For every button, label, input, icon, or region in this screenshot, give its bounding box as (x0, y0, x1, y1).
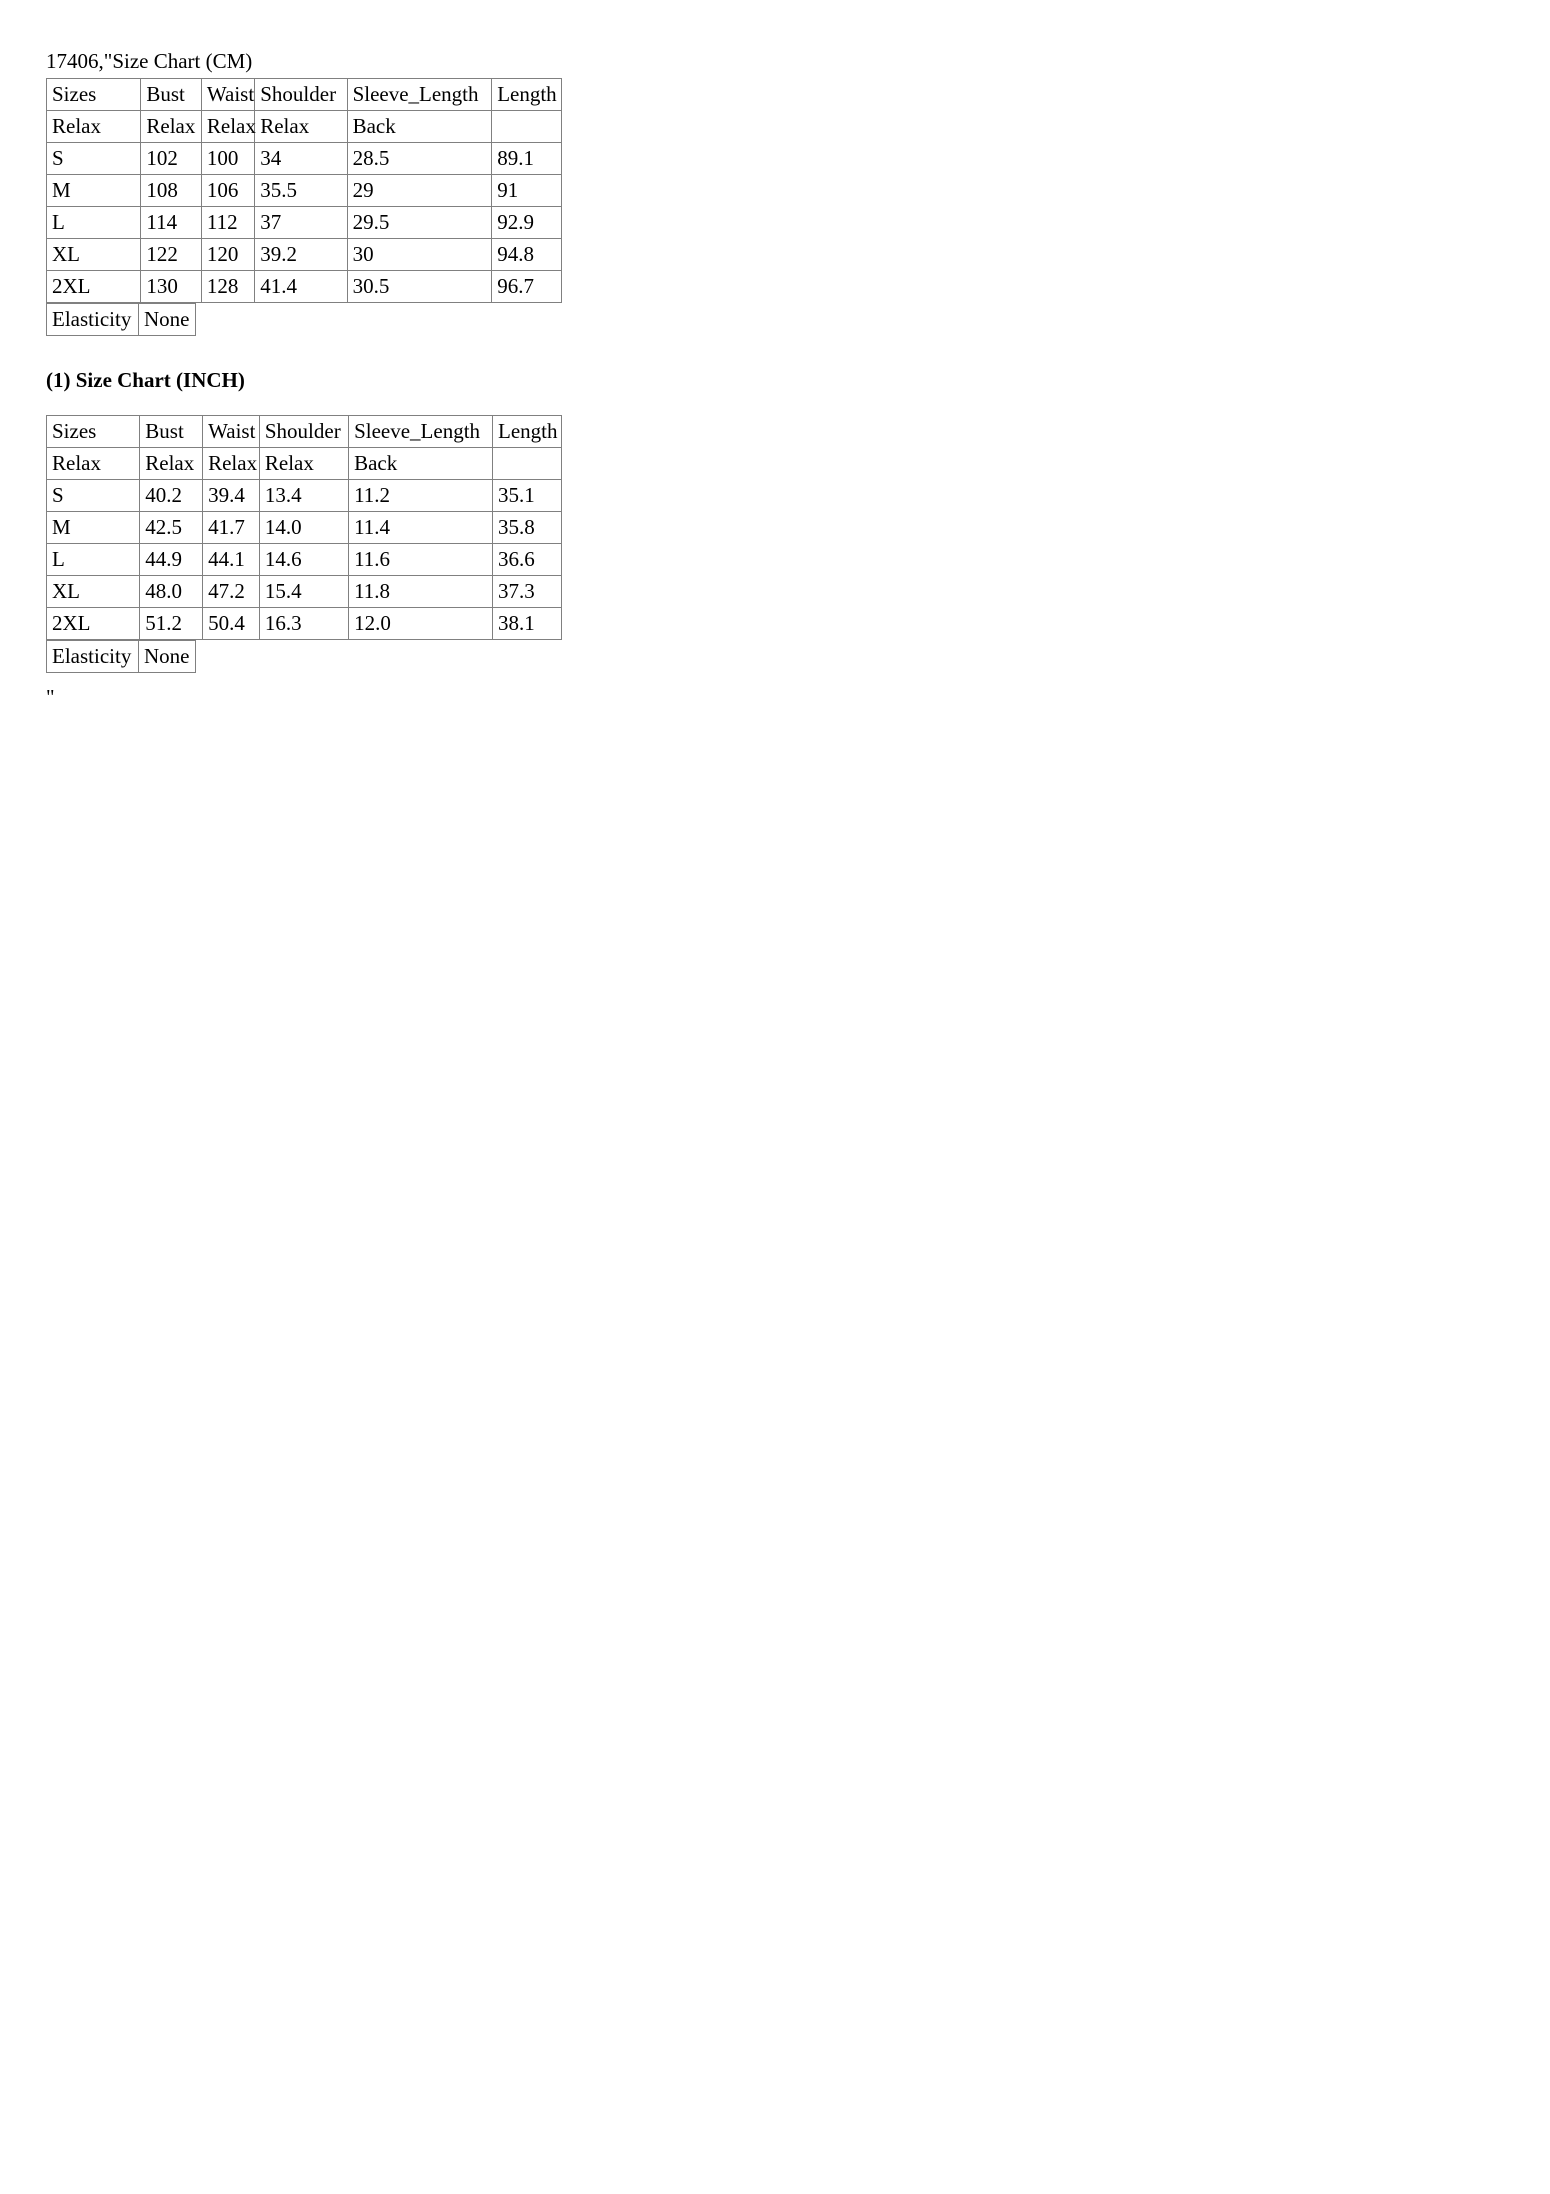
table-row (47, 143, 562, 175)
table-row (47, 512, 562, 544)
cell-bust: 122 (141, 239, 202, 271)
cell-bust: 42.5 (140, 512, 203, 544)
size-chart-cm-body (47, 79, 562, 303)
cell-bust: 51.2 (140, 608, 203, 640)
subheader-cell-sizes: Relax (47, 448, 140, 480)
cell-bust: 48.0 (140, 576, 203, 608)
cell-shoulder: 16.3 (259, 608, 348, 640)
cell-elasticity-value: None (139, 641, 196, 673)
tail-quote: " (46, 685, 55, 709)
subheader-cell-length (492, 111, 562, 143)
header-cell-sleeve-length: Sleeve_Length (349, 416, 493, 448)
subheader-cell-sizes: Relax (47, 111, 141, 143)
cell-sleeve-length: 11.2 (349, 480, 493, 512)
subheader-cell-shoulder: Relax (255, 111, 347, 143)
cell-shoulder: 41.4 (255, 271, 347, 303)
table-row-header (47, 416, 562, 448)
cell-size: XL (47, 576, 140, 608)
elasticity-cm-table (46, 303, 196, 336)
cell-length: 89.1 (492, 143, 562, 175)
table-row (47, 544, 562, 576)
cell-sleeve-length: 12.0 (349, 608, 493, 640)
cell-waist: 47.2 (203, 576, 260, 608)
header-cell-waist: Waist (201, 79, 254, 111)
cell-length: 35.8 (493, 512, 562, 544)
cell-length: 91 (492, 175, 562, 207)
header-cell-sizes: Sizes (47, 79, 141, 111)
table-row (47, 576, 562, 608)
cell-sleeve-length: 11.6 (349, 544, 493, 576)
cell-shoulder: 35.5 (255, 175, 347, 207)
cell-bust: 114 (141, 207, 202, 239)
table-row (47, 480, 562, 512)
cell-sleeve-length: 29.5 (347, 207, 492, 239)
header-cell-sizes: Sizes (47, 416, 140, 448)
header-cell-length: Length (492, 79, 562, 111)
table-row (47, 608, 562, 640)
cell-bust: 130 (141, 271, 202, 303)
subheader-cell-length (493, 448, 562, 480)
table-row (47, 271, 562, 303)
cell-size: M (47, 175, 141, 207)
subheader-cell-bust: Relax (141, 111, 202, 143)
cell-length: 96.7 (492, 271, 562, 303)
cell-waist: 100 (201, 143, 254, 175)
cell-size: 2XL (47, 271, 141, 303)
cell-bust: 40.2 (140, 480, 203, 512)
subheader-cell-sleeve-length: Back (347, 111, 492, 143)
table-row-elasticity (47, 641, 196, 673)
subheader-cell-shoulder: Relax (259, 448, 348, 480)
header-cell-bust: Bust (141, 79, 202, 111)
subheader-cell-bust: Relax (140, 448, 203, 480)
cell-elasticity-label: Elasticity (47, 304, 139, 336)
cell-size: S (47, 480, 140, 512)
cell-waist: 41.7 (203, 512, 260, 544)
cell-length: 94.8 (492, 239, 562, 271)
header-cell-shoulder: Shoulder (255, 79, 347, 111)
table-row-elasticity (47, 304, 196, 336)
cell-elasticity-value: None (139, 304, 196, 336)
cell-bust: 44.9 (140, 544, 203, 576)
table-row-subheader (47, 111, 562, 143)
header-cell-sleeve-length: Sleeve_Length (347, 79, 492, 111)
cell-size: XL (47, 239, 141, 271)
cell-bust: 102 (141, 143, 202, 175)
table-row-header (47, 79, 562, 111)
cell-size: S (47, 143, 141, 175)
cell-sleeve-length: 28.5 (347, 143, 492, 175)
size-chart-cm-table (46, 78, 562, 303)
cell-waist: 50.4 (203, 608, 260, 640)
intro-line: 17406,"Size Chart (CM) (46, 49, 253, 73)
cell-size: 2XL (47, 608, 140, 640)
subheader-cell-waist: Relax (201, 111, 254, 143)
header-cell-shoulder: Shoulder (259, 416, 348, 448)
cell-shoulder: 37 (255, 207, 347, 239)
cell-shoulder: 13.4 (259, 480, 348, 512)
cell-size: M (47, 512, 140, 544)
size-chart-inch-body (47, 416, 562, 640)
cell-size: L (47, 544, 140, 576)
cell-sleeve-length: 30.5 (347, 271, 492, 303)
cell-shoulder: 34 (255, 143, 347, 175)
cell-bust: 108 (141, 175, 202, 207)
elasticity-inch-table (46, 640, 196, 673)
cell-waist: 120 (201, 239, 254, 271)
subheader-cell-waist: Relax (203, 448, 260, 480)
cell-sleeve-length: 29 (347, 175, 492, 207)
cell-size: L (47, 207, 141, 239)
cell-length: 92.9 (492, 207, 562, 239)
cell-shoulder: 14.6 (259, 544, 348, 576)
header-cell-length: Length (493, 416, 562, 448)
header-cell-waist: Waist (203, 416, 260, 448)
cell-length: 38.1 (493, 608, 562, 640)
cell-waist: 44.1 (203, 544, 260, 576)
size-chart-inch-table (46, 415, 562, 640)
subheader-cell-sleeve-length: Back (349, 448, 493, 480)
cell-waist: 106 (201, 175, 254, 207)
cell-shoulder: 14.0 (259, 512, 348, 544)
cell-shoulder: 15.4 (259, 576, 348, 608)
cell-waist: 128 (201, 271, 254, 303)
cell-waist: 39.4 (203, 480, 260, 512)
table-row (47, 175, 562, 207)
cell-sleeve-length: 30 (347, 239, 492, 271)
table-row (47, 207, 562, 239)
cell-waist: 112 (201, 207, 254, 239)
section-heading-inch: (1) Size Chart (INCH) (46, 368, 245, 392)
table-row-subheader (47, 448, 562, 480)
cell-length: 37.3 (493, 576, 562, 608)
cell-sleeve-length: 11.8 (349, 576, 493, 608)
cell-elasticity-label: Elasticity (47, 641, 139, 673)
table-row (47, 239, 562, 271)
cell-sleeve-length: 11.4 (349, 512, 493, 544)
cell-length: 35.1 (493, 480, 562, 512)
cell-shoulder: 39.2 (255, 239, 347, 271)
header-cell-bust: Bust (140, 416, 203, 448)
cell-length: 36.6 (493, 544, 562, 576)
